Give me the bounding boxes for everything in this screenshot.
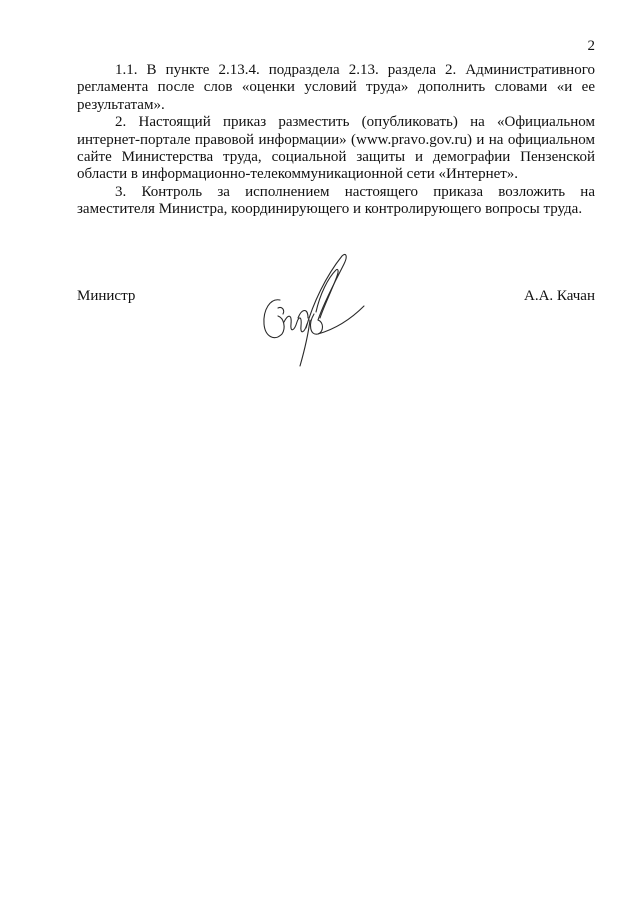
- paragraph-1-1: 1.1. В пункте 2.13.4. подраздела 2.13. раздела 2. Административного регламента после слов «оценки условий труда» дополнить словами «и ее результатам».: [77, 62, 595, 113]
- signatory-name: А.А. Качан: [523, 288, 595, 304]
- handwritten-signature-icon: [258, 248, 368, 370]
- paragraph-2: 2. Настоящий приказ разместить (опубликовать) на «Официальном интернет-портале правовой информации» (www.pravo.gov.ru) и на официальном сайте Министерства труда, социальной защиты и демографии Пензенской области в информационно-телекоммуникационной сети «Интернет».: [77, 114, 595, 183]
- document-body: [77, 62, 595, 219]
- page-number: 2: [587, 38, 595, 54]
- paragraph-3: 3. Контроль за исполнением настоящего приказа возложить на заместителя Министра, координирующего и контролирующего вопросы труда.: [77, 183, 595, 218]
- signatory-role: Министр: [77, 288, 136, 304]
